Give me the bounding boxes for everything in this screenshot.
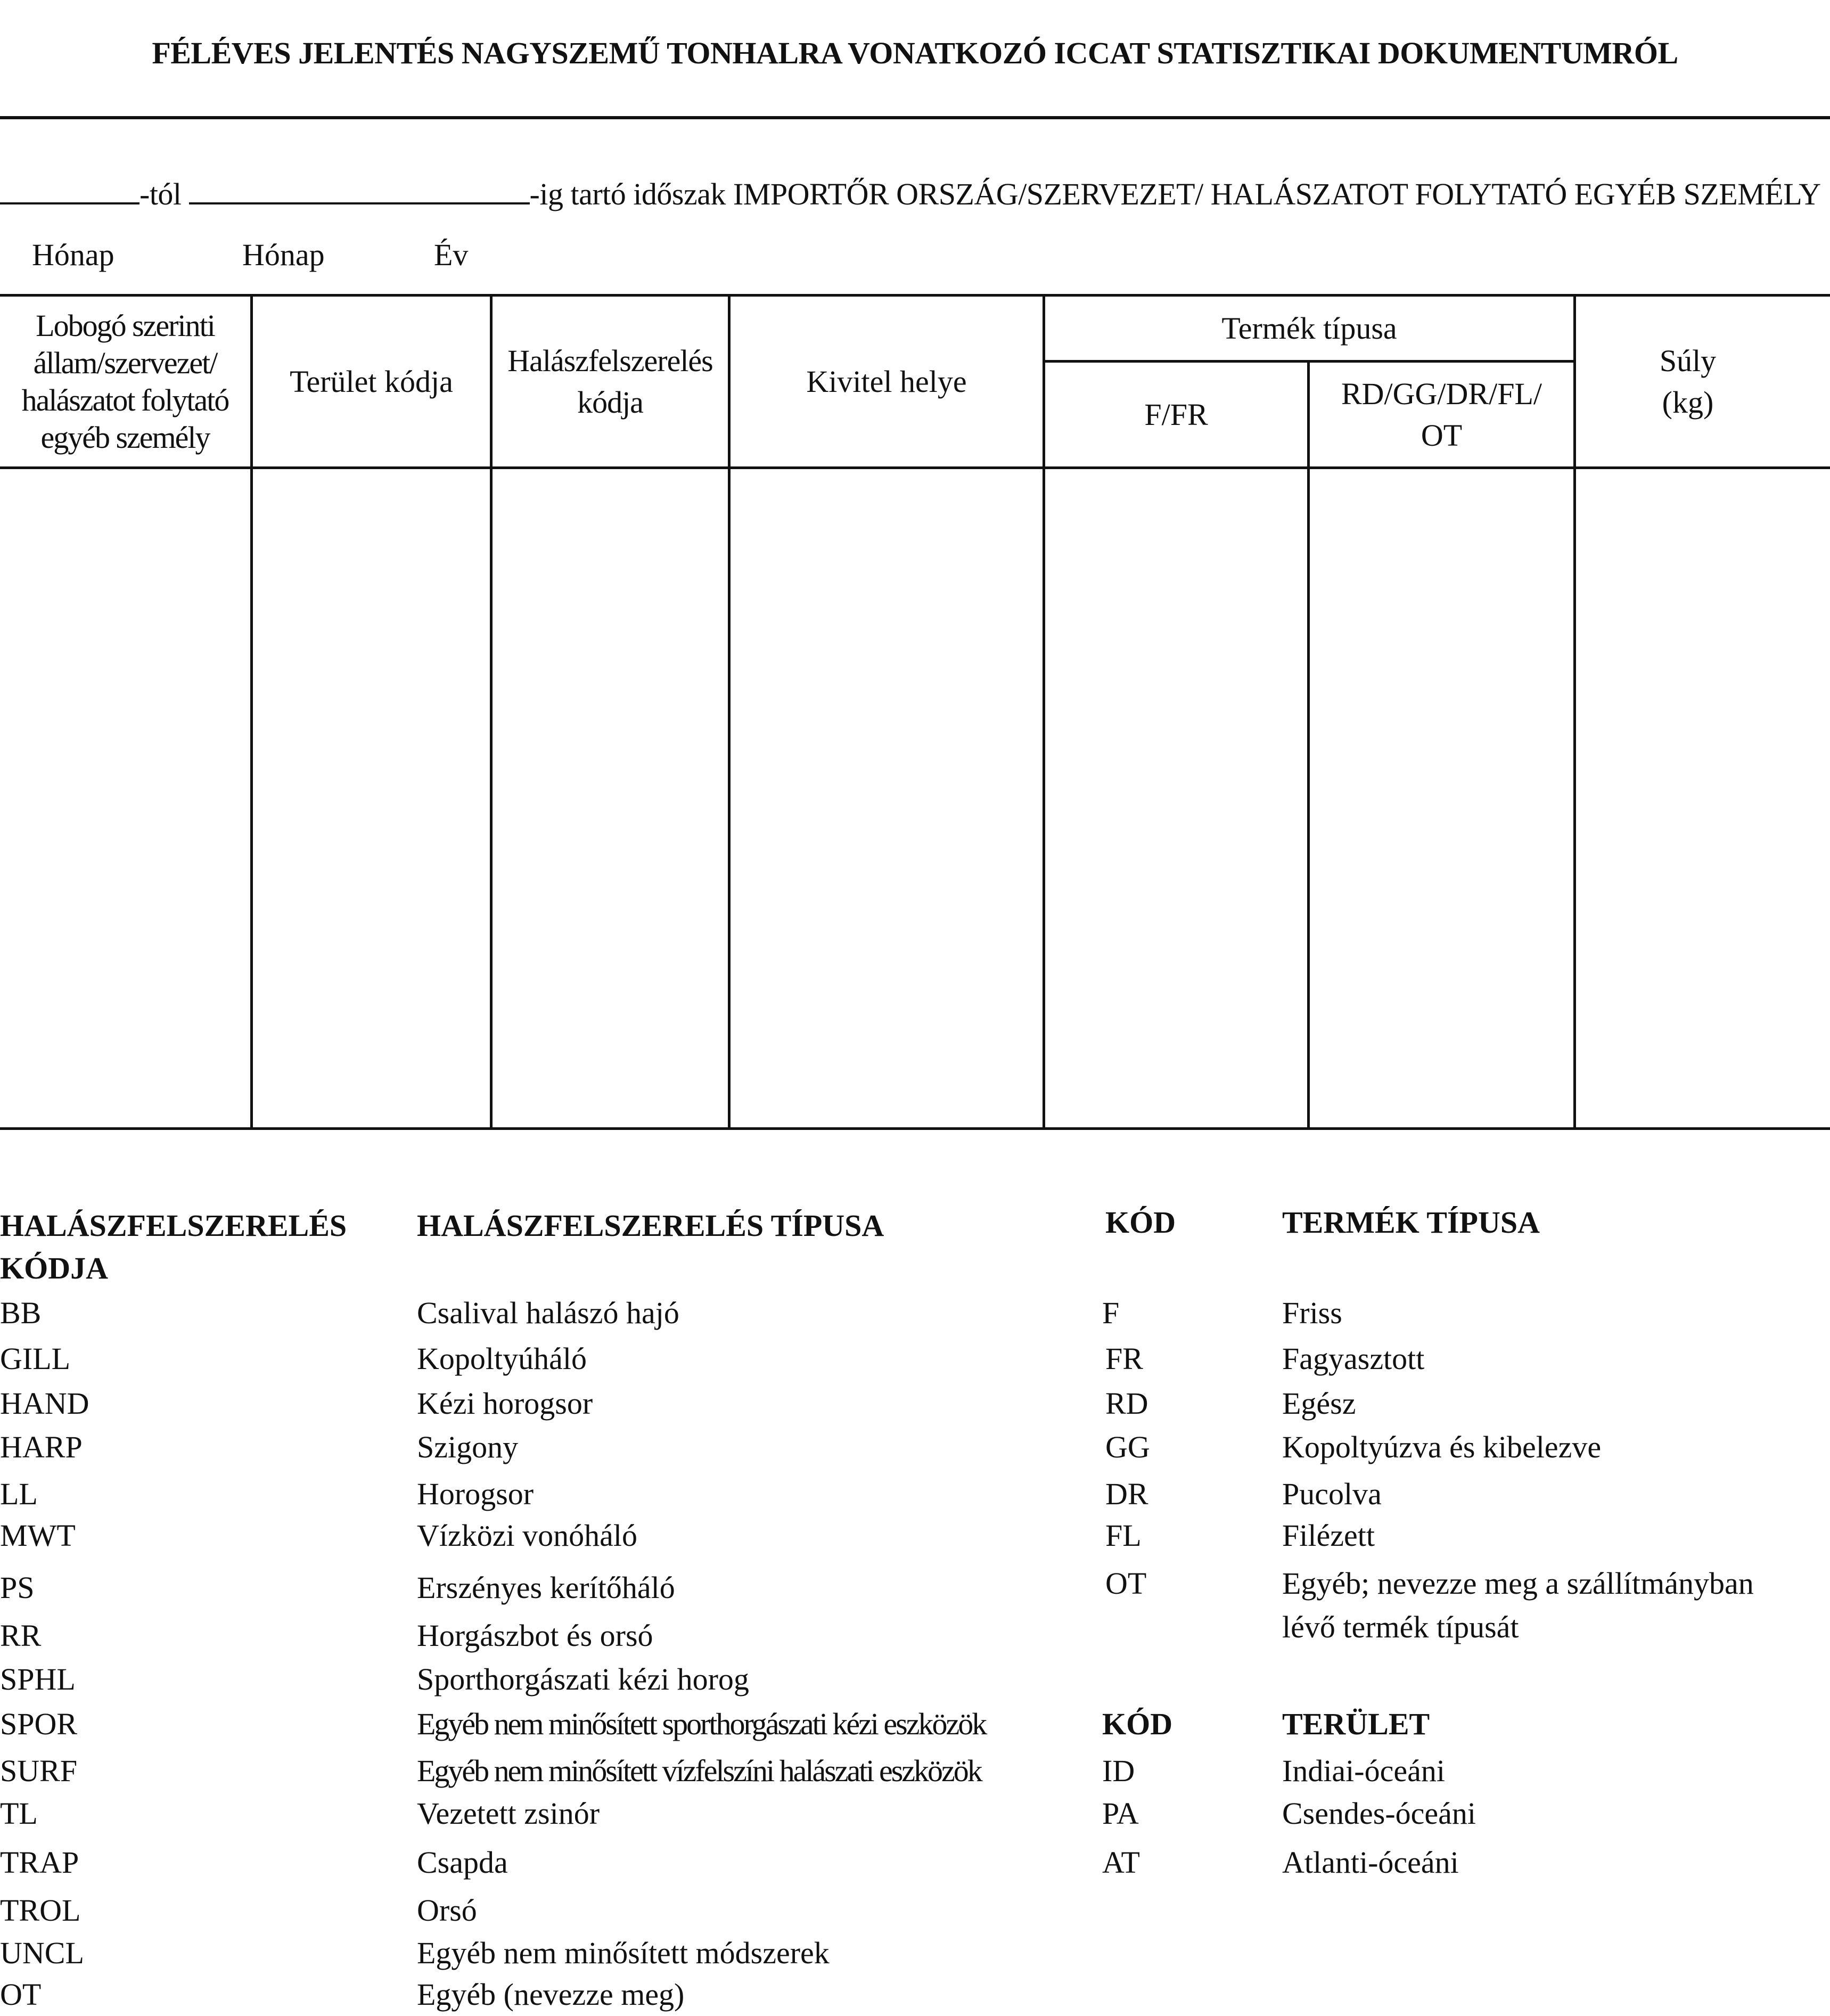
- cell-product-f-fr[interactable]: [1045, 469, 1307, 1127]
- product-code: GG: [1105, 1430, 1150, 1464]
- gear-type: Egyéb nem minősített módszerek: [417, 1936, 830, 1970]
- to-month-label: Hónap: [242, 237, 325, 272]
- gear-code: SPOR: [0, 1707, 78, 1741]
- gear-type: Kopoltyúháló: [417, 1341, 587, 1376]
- gear-type: Erszényes kerítőháló: [417, 1570, 675, 1605]
- product-type: Kopoltyúzva és kibelezve: [1282, 1430, 1602, 1464]
- gear-code: OT: [0, 1977, 42, 2012]
- area-code: AT: [1102, 1845, 1140, 1880]
- gear-code: TROL: [0, 1893, 81, 1928]
- gear-type: Egyéb nem minősített vízfelszíni halászati eszközök: [417, 1753, 981, 1788]
- gear-type: Kézi horogsor: [417, 1386, 593, 1421]
- gear-code-header: HALÁSZFELSZERELÉS KÓDJA: [0, 1208, 347, 1285]
- year-label: Év: [434, 237, 469, 272]
- cell-product-other[interactable]: [1310, 469, 1573, 1127]
- header-gear-code: Halászfelszerelés kódja: [507, 343, 713, 420]
- gear-type: Vízközi vonóháló: [417, 1518, 637, 1553]
- product-code: DR: [1105, 1477, 1148, 1511]
- product-type: Egész: [1282, 1386, 1356, 1421]
- header-product-other: RD/GG/DR/FL/ OT: [1341, 376, 1542, 453]
- gear-code: BB: [0, 1296, 42, 1330]
- product-type-header: TERMÉK TÍPUSA: [1282, 1205, 1540, 1240]
- gear-code: SURF: [0, 1753, 78, 1788]
- gear-code: TL: [0, 1796, 38, 1831]
- gear-type: Szigony: [417, 1430, 519, 1464]
- area-code: ID: [1102, 1753, 1135, 1788]
- area-code: PA: [1102, 1796, 1139, 1831]
- gear-code: GILL: [0, 1341, 71, 1376]
- header-product-f-fr: F/FR: [1144, 397, 1208, 432]
- cell-export-place[interactable]: [731, 469, 1043, 1127]
- gear-type: Vezetett zsinór: [417, 1796, 600, 1831]
- product-type: Fagyasztott: [1282, 1341, 1425, 1376]
- cell-area-code[interactable]: [253, 469, 490, 1127]
- reporting-period-line: [0, 176, 1821, 212]
- area-name: Csendes-óceáni: [1282, 1796, 1476, 1831]
- product-type-continued: lévő termék típusát: [1282, 1610, 1519, 1644]
- gear-code: HAND: [0, 1386, 89, 1421]
- area-code-header: KÓD: [1102, 1707, 1173, 1741]
- gear-code: UNCL: [0, 1936, 84, 1970]
- header-export-place: Kivitel helye: [806, 364, 967, 399]
- gear-type: Egyéb (nevezze meg): [417, 1977, 685, 2012]
- gear-code: MWT: [0, 1518, 76, 1553]
- product-type: Egyéb; nevezze meg a szállítmányban: [1282, 1566, 1754, 1601]
- area-type-header: TERÜLET: [1282, 1707, 1430, 1741]
- from-suffix: -tól: [139, 177, 182, 211]
- cell-gear-code[interactable]: [493, 469, 728, 1127]
- product-code-header: KÓD: [1105, 1205, 1176, 1240]
- area-name: Indiai-óceáni: [1282, 1753, 1445, 1788]
- header-flag-state: Lobogó szerinti állam/szervezet/ halászatot folytató egyéb személy: [21, 308, 229, 455]
- product-type: Filézett: [1282, 1518, 1375, 1553]
- header-product-type: Termék típusa: [1221, 310, 1397, 346]
- header-weight: Súly (kg): [1659, 343, 1717, 420]
- product-code: F: [1102, 1296, 1120, 1330]
- gear-type: Orsó: [417, 1893, 477, 1928]
- gear-type: Csalival halászó hajó: [417, 1296, 679, 1330]
- area-name: Atlanti-óceáni: [1282, 1845, 1459, 1880]
- product-code: RD: [1105, 1386, 1148, 1421]
- gear-code: SPHL: [0, 1662, 76, 1697]
- product-code: FR: [1105, 1341, 1143, 1376]
- from-month-blank[interactable]: [0, 176, 139, 204]
- gear-type: Csapda: [417, 1845, 508, 1880]
- cell-weight[interactable]: [1576, 469, 1830, 1127]
- gear-code: PS: [0, 1570, 35, 1605]
- gear-code: HARP: [0, 1430, 83, 1464]
- gear-type: Sporthorgászati kézi horog: [417, 1662, 749, 1697]
- header-area-code: Terület kódja: [290, 364, 453, 399]
- gear-type: Horogsor: [417, 1477, 534, 1511]
- product-code: OT: [1105, 1566, 1147, 1601]
- to-month-year-blank[interactable]: [189, 176, 530, 204]
- gear-code: TRAP: [0, 1845, 79, 1880]
- gear-code: LL: [0, 1477, 38, 1511]
- to-suffix: -ig tartó időszak IMPORTŐR ORSZÁG/SZERVEZET/ HALÁSZATOT FOLYTATÓ EGYÉB SZEMÉLY: [529, 177, 1821, 211]
- gear-type-header: HALÁSZFELSZERELÉS TÍPUSA: [417, 1208, 884, 1243]
- product-code: FL: [1105, 1518, 1142, 1553]
- gear-type: Egyéb nem minősített sporthorgászati kézi eszközök: [417, 1707, 986, 1741]
- table-bottom-border: [0, 1127, 1830, 1130]
- product-type: Pucolva: [1282, 1477, 1382, 1511]
- gear-code: RR: [0, 1618, 42, 1653]
- title-divider: [0, 116, 1830, 119]
- gear-type: Horgászbot és orsó: [417, 1618, 653, 1653]
- cell-flag-state[interactable]: [0, 469, 250, 1127]
- product-type: Friss: [1282, 1296, 1342, 1330]
- from-month-label: Hónap: [32, 237, 114, 272]
- document-title: FÉLÉVES JELENTÉS NAGYSZEMŰ TONHALRA VONATKOZÓ ICCAT STATISZTIKAI DOKUMENTUMRÓL: [152, 36, 1678, 70]
- report-table: [0, 294, 1830, 1130]
